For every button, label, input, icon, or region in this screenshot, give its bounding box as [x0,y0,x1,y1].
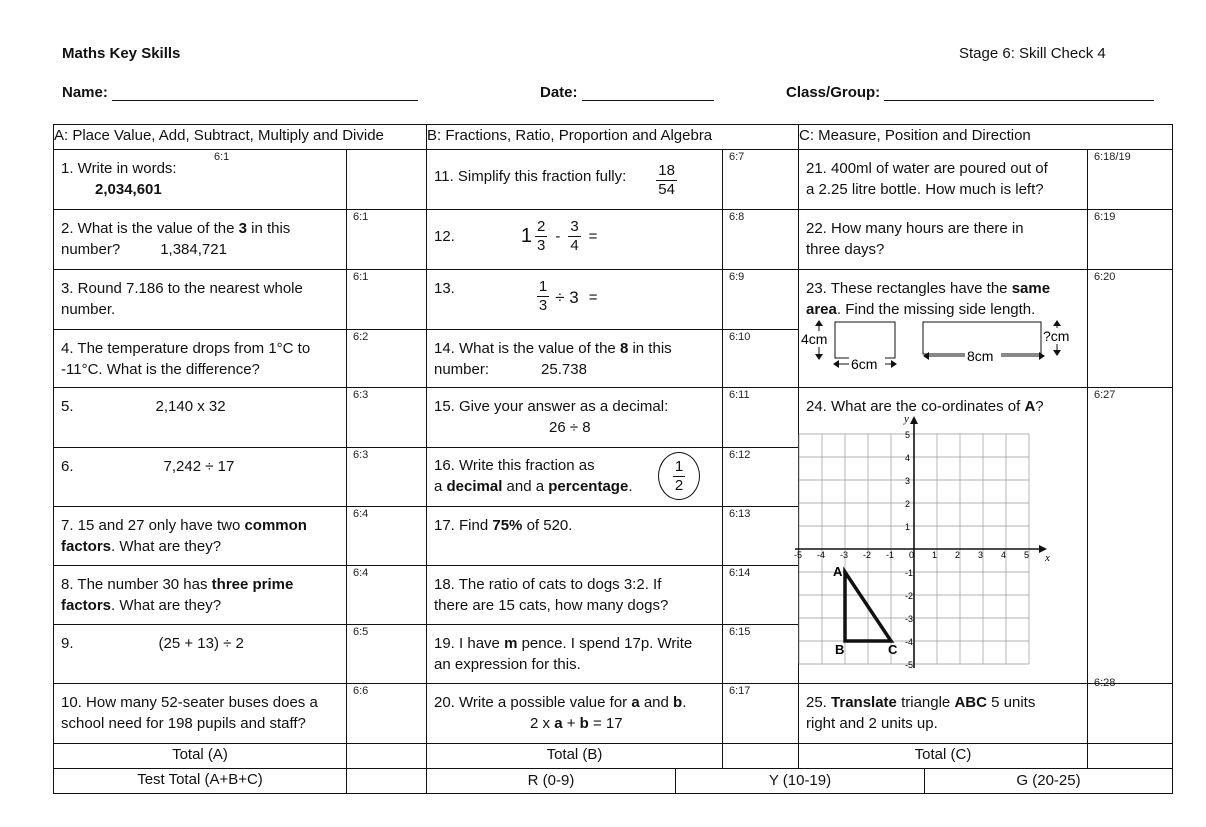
q1-code: 6:1 [214,151,230,163]
section-headers [54,125,1173,150]
y-tick-label: -3 [905,614,914,624]
rectangles-diagram [799,320,1087,380]
class-field[interactable] [884,100,1154,101]
question-13: 13. $\frac{1}{3}$ ÷ 3 = [427,270,723,330]
x-tick-label: 3 [978,550,984,560]
x-tick-label: 0 [909,550,915,560]
question-22: 22. How many hours are there in three days? [799,210,1088,270]
answer-box-6[interactable]: 6:3 [347,448,427,507]
answer-box-15[interactable]: 6:11 [723,388,799,448]
x-tick-label: -1 [886,550,895,560]
point-label-c: C [888,642,898,657]
skill-check-table [53,124,1173,794]
answer-box-21[interactable]: 6:18/19 [1088,150,1173,210]
x-tick-label: 1 [932,550,938,560]
point-label-b: B [835,642,845,657]
question-row [54,150,1173,210]
y-tick-label: 2 [905,499,911,509]
y-tick-label: 4 [905,453,911,463]
rect-b-height-label: ?cm [1043,328,1070,344]
answer-box-18[interactable]: 6:14 [723,566,799,625]
total-a-box[interactable] [347,744,427,769]
answer-box-14[interactable]: 6:10 [723,330,799,388]
x-tick-label: -3 [840,550,849,560]
stage-label: Stage 6: Skill Check 4 [959,45,1106,62]
band-yellow: Y (10-19) [676,769,925,793]
answer-box-5[interactable]: 6:3 [347,388,427,448]
y-tick-label: -5 [905,660,914,670]
answer-box-2[interactable]: 6:1 [347,210,427,270]
rect-a-height-label: 4cm [801,331,828,347]
total-a-label: Total (A) [54,744,347,769]
answer-box-16[interactable]: 6:12 [723,448,799,507]
rating-bands [427,769,1173,794]
point-label-a: A [833,564,843,579]
date-row [540,84,714,101]
answer-box-17[interactable]: 6:13 [723,507,799,566]
y-axis-label: y [904,413,909,425]
test-total-row [54,769,1173,794]
answer-box-25[interactable]: 6:28 [1088,684,1173,744]
x-tick-label: 2 [955,550,961,560]
question-15: 15. Give your answer as a decimal: 26 ÷ 8 [427,388,723,448]
answer-box-7[interactable]: 6:4 [347,507,427,566]
answer-box-23[interactable]: 6:20 [1088,270,1173,388]
question-8: 8. The number 30 has three prime factors. What are they? [54,566,347,625]
answer-box-10[interactable]: 6:6 [347,684,427,744]
answer-box-3[interactable]: 6:1 [347,270,427,330]
rectangle-a [835,322,895,358]
answer-box-11[interactable]: 6:7 [723,150,799,210]
question-24: 24. What are the co-ordinates of A? x y -5 -4 -3 -2 -1 0 1 2 3 4 5 5 4 3 2 1 -1 -2 -3 -4 -5 A B C [799,388,1088,684]
section-b-header: B: Fractions, Ratio, Proportion and Algebra [427,125,799,150]
question-row [54,684,1173,744]
name-row [62,84,418,101]
x-tick-label: -2 [863,550,872,560]
y-tick-label: -4 [905,637,914,647]
question-7: 7. 15 and 27 only have two common factors. What are they? [54,507,347,566]
class-row [786,84,1154,101]
test-total-box[interactable] [347,769,427,794]
question-20: 20. Write a possible value for a and b. 2 x a + b = 17 [427,684,723,744]
x-tick-label: 5 [1024,550,1030,560]
name-label: Name: [62,84,108,101]
total-b-box[interactable] [723,744,799,769]
question-10: 10. How many 52-seater buses does a school need for 198 pupils and staff? [54,684,347,744]
total-c-box[interactable] [1088,744,1173,769]
answer-box-22[interactable]: 6:19 [1088,210,1173,270]
q11-fraction: $\frac{18}{54}$ [658,162,675,198]
total-b-label: Total (B) [427,744,723,769]
answer-box-20[interactable]: 6:17 [723,684,799,744]
section-c-header: C: Measure, Position and Direction [799,125,1173,150]
band-green: G (20-25) [1016,772,1081,789]
answer-box-9[interactable]: 6:5 [347,625,427,684]
section-totals-row [54,744,1173,769]
y-tick-label: -1 [905,568,914,578]
y-tick-label: 3 [905,476,911,486]
question-4: 4. The temperature drops from 1°C to -11°C. What is the difference? [54,330,347,388]
question-16: 16. Write this fraction as a decimal and a percentage. $\frac{1}{2}$ [427,448,723,507]
x-tick-label: -4 [817,550,826,560]
answer-box-13[interactable]: 6:9 [723,270,799,330]
x-axis-label: x [1045,552,1050,564]
question-row [54,210,1173,270]
q1-number: 2,034,601 [95,181,162,198]
question-9: 9. (25 + 13) ÷ 2 [54,625,347,684]
arrow-head [815,354,823,360]
arrow-head [923,352,929,360]
coordinate-grid [794,413,1087,670]
answer-box-12[interactable]: 6:8 [723,210,799,270]
y-tick-label: 5 [905,430,911,440]
question-19: 19. I have m pence. I spend 17p. Write an expression for this. [427,625,723,684]
question-18: 18. The ratio of cats to dogs 3:2. If there are 15 cats, how many dogs? [427,566,723,625]
rect-b-width-label: 8cm [967,348,994,364]
sheet-title: Maths Key Skills [62,45,181,62]
total-c-label: Total (C) [799,744,1088,769]
date-field[interactable] [582,100,714,101]
class-label: Class/Group: [786,84,881,101]
question-6: 6. 7,242 ÷ 17 [54,448,347,507]
q16-circled-fraction: $\frac{1}{2}$ [658,452,700,500]
answer-box-8[interactable]: 6:4 [347,566,427,625]
rect-a-width-label: 6cm [851,356,878,372]
question-14: 14. What is the value of the 8 in this number: 25.738 [427,330,723,388]
question-23: 23. These rectangles have the same area. Find the missing side length. 4cm 6cm 8cm ?cm [799,270,1088,388]
y-tick-label: -2 [905,591,914,601]
question-25: 25. Translate triangle ABC 5 units right and 2 units up. [799,684,1088,744]
date-label: Date: [540,84,578,101]
answer-box-4[interactable]: 6:2 [347,330,427,388]
question-row [54,270,1173,330]
arrow-head [1053,320,1061,326]
x-tick-label: -5 [794,550,803,560]
test-total-label: Test Total (A+B+C) [54,769,347,794]
band-red: R (0-9) [427,769,676,793]
question-11: 11. Simplify this fraction fully: $\frac{18}{54}$ [427,150,723,210]
question-row [54,388,1173,448]
question-3: 3. Round 7.186 to the nearest whole number. [54,270,347,330]
arrow-head [1053,350,1061,356]
question-21: 21. 400ml of water are poured out of a 2.25 litre bottle. How much is left? [799,150,1088,210]
question-2: 2. What is the value of the 3 in this number? 1,384,721 [54,210,347,270]
question-12: 12. 1 $\frac{2}{3}$ - $\frac{3}{4}$ = [427,210,723,270]
x-tick-label: 4 [1001,550,1007,560]
arrow-head [833,360,839,368]
y-axis-arrow [910,416,918,424]
question-1: 1. Write in words: 2,034,601 6:1 [54,150,347,210]
question-5: 5. 2,140 x 32 [54,388,347,448]
y-tick-label: 1 [905,522,911,532]
name-field[interactable] [112,100,418,101]
arrow-head [891,360,897,368]
answer-box-19[interactable]: 6:15 [723,625,799,684]
question-17: 17. Find 75% of 520. [427,507,723,566]
answer-box-24[interactable]: 6:27 [1088,388,1173,684]
section-a-header: A: Place Value, Add, Subtract, Multiply and Divide [54,125,427,150]
answer-box-1[interactable] [347,150,427,210]
arrow-head [815,320,823,326]
arrow-head [1039,352,1045,360]
